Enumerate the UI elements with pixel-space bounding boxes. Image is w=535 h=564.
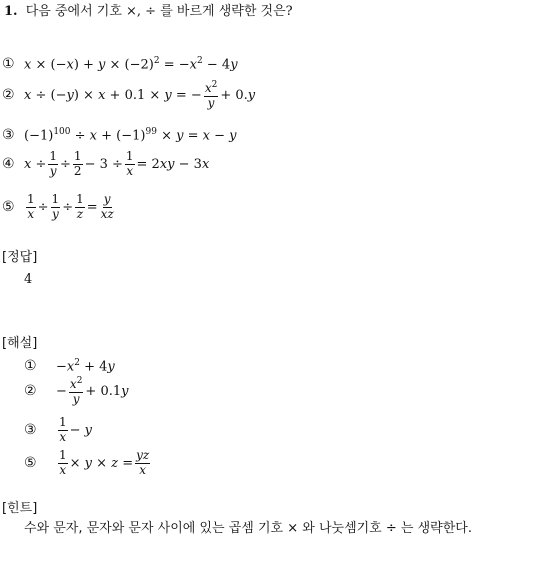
solution-3: [24, 416, 92, 445]
option-5-marker: ⑤: [2, 199, 15, 216]
solution-2-expression: − $\frac{x^2}{y}$ + 0.1y: [56, 376, 129, 406]
option-3-marker: ③: [2, 127, 15, 144]
hint-text: 수와 문자, 문자와 문자 사이에 있는 곱셈 기호 × 와 나눗셈기호 ÷ 는 생략한다.: [24, 521, 472, 536]
solution-3-expression: $\frac{1}{x}$ − y: [59, 415, 93, 444]
solution-2-marker: ②: [24, 383, 37, 400]
solution-2: [24, 376, 128, 407]
option-1[interactable]: [2, 56, 238, 72]
option-2-expression: x ÷ (−y) × x + 0.1 × y = − $\frac{x^2}{y}$ + 0.y: [24, 80, 256, 110]
solution-1-marker: ①: [24, 358, 37, 375]
solution-label: [해설]: [2, 336, 38, 351]
hint-label: [힌트]: [2, 501, 38, 516]
solution-1: [24, 358, 115, 374]
question: [4, 0, 293, 19]
answer-label: [정답]: [2, 250, 38, 265]
solution-5: [24, 449, 152, 478]
option-2-marker: ②: [2, 87, 15, 104]
option-5[interactable]: [2, 193, 117, 222]
option-2[interactable]: [2, 80, 255, 111]
solution-5-expression: $\frac{1}{x}$ × y × z = $\frac{yz}{x}$: [59, 448, 150, 477]
question-number: 1.: [4, 4, 18, 19]
option-3-expression: $(-1)^{100} \div x + (-1)^{99} \times y = x - y$: [24, 127, 237, 144]
solution-1-expression: $-x^2 + 4y$: [56, 358, 115, 375]
solution-5-marker: ⑤: [24, 455, 37, 472]
option-3[interactable]: [2, 127, 237, 143]
option-4-expression: x ÷ $\frac{1}{y}$ ÷ $\frac{1}{2}$ − 3 ÷ $\frac{1}{x}$ = 2xy − 3x: [24, 149, 210, 178]
question-text: 다음 중에서 기호 ×, ÷ 를 바르게 생략한 것은?: [25, 4, 293, 19]
answer-value: 4: [24, 272, 33, 287]
solution-3-marker: ③: [24, 422, 37, 439]
option-1-marker: ①: [2, 56, 15, 73]
option-4[interactable]: [2, 150, 209, 179]
option-4-marker: ④: [2, 156, 15, 173]
option-5-expression: $\frac{1}{x}$ ÷ $\frac{1}{y}$ ÷ $\frac{1}{z}$ = $\frac{y}{xz}$: [27, 192, 114, 221]
option-1-expression: $x \times (-x) + y \times (-2)^2 = -x^2 - 4y$: [24, 56, 238, 73]
